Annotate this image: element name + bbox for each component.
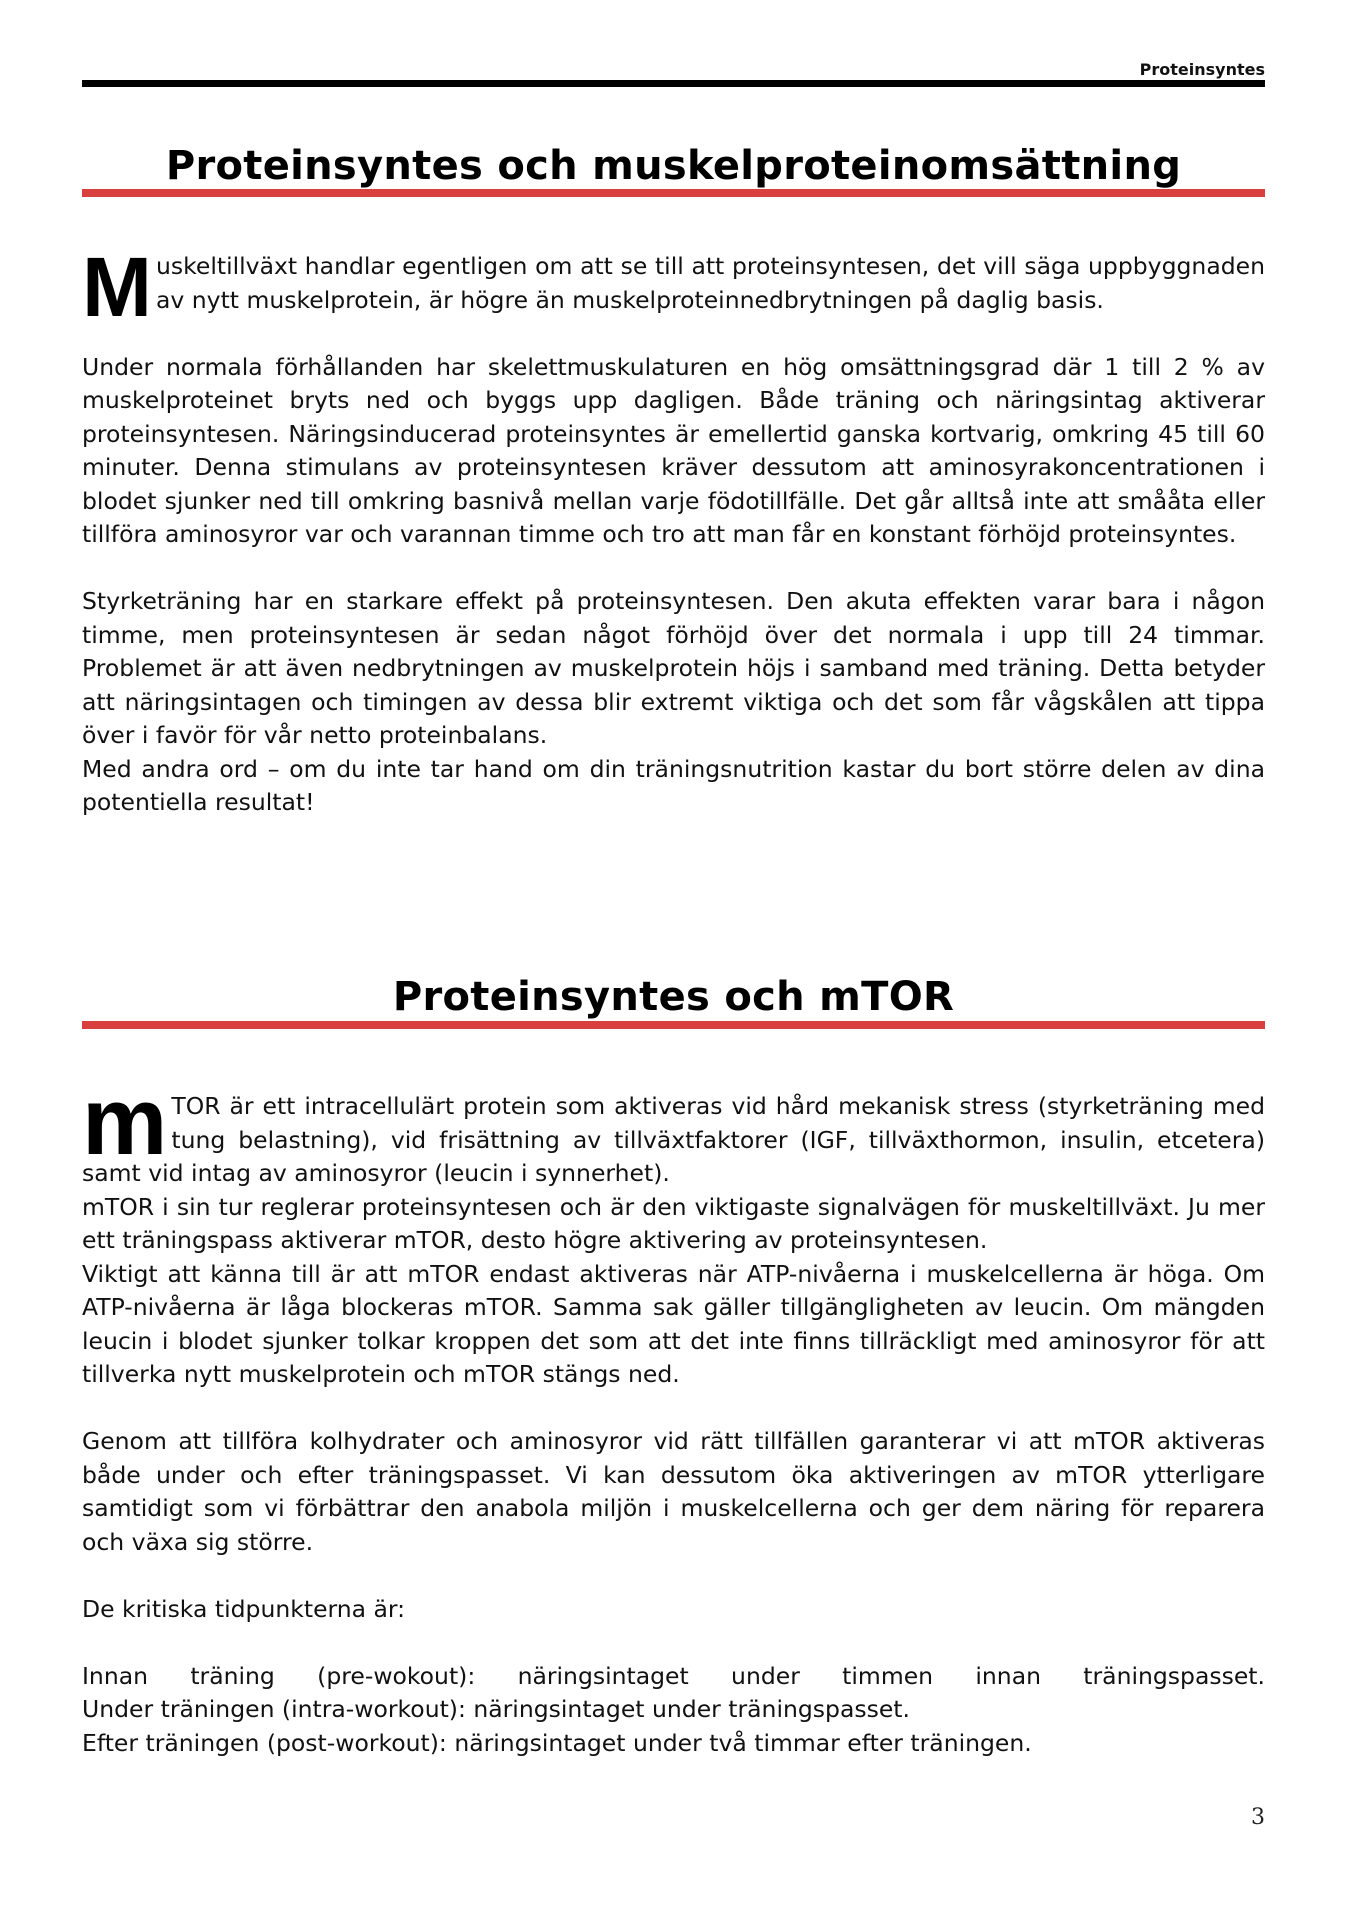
paragraph: Med andra ord – om du inte tar hand om din träningsnutrition kastar du bort större delen av dina potentiella resultat! [82, 754, 1265, 816]
paragraph: mTOR i sin tur reglerar proteinsyntesen och är den viktigaste signalvägen för muskeltillväxt. Ju mer ett träningspass aktiverar mTOR, desto högre aktivering av proteinsyntesen. [82, 1192, 1265, 1254]
drop-cap: m [82, 1068, 168, 1175]
drop-cap: M [82, 240, 152, 334]
timepoints-list [82, 1660, 1265, 1761]
section-rule-2 [82, 1021, 1265, 1029]
intro-paragraph-1 [82, 240, 1265, 334]
paragraph: Under normala förhållanden har skelettmuskulaturen en hög omsättningsgrad där 1 till 2 % av muskelproteinet bryts ned och byggs upp dagligen. Både träning och näringsintag aktiverar proteinsyntesen. Näringsinducerad proteinsyntes är emellertid ganska kortvarig, omkring 45 till 60 minuter. Denna stimulans av proteinsyntesen kräver dessutom att aminosyrakoncentrationen i blodet sjunker ned till omkring basnivå mellan varje födotillfälle. Det går alltså inte att smååta eller tillföra aminosyror var och varannan timme och tro att man får en konstant förhöjd proteinsyntes. [82, 352, 1265, 548]
section-rule-1 [82, 189, 1265, 197]
section-title-2: Proteinsyntes och mTOR [392, 974, 955, 1020]
timepoint-pre-workout: Innan träning (pre-wokout): näringsintaget under timmen innan träningspasset. [82, 1661, 1265, 1690]
paragraph: Styrketräning har en starkare effekt på proteinsyntesen. Den akuta effekten varar bara i någon timme, men proteinsyntesen är sedan något förhöjd över det normala i upp till 24 timmar. Problemet är att även nedbrytningen av muskelprotein höjs i samband med träning. Detta betyder att näringsintagen och timingen av dessa blir extremt viktiga och det som får vågskålen att tippa över i favör för vår netto proteinbalans. [82, 587, 1265, 749]
paragraph: De kritiska tidpunkterna är: [82, 1594, 406, 1623]
section-1-body [82, 240, 1265, 820]
section-title-1: Proteinsyntes och muskelproteinomsättning [165, 143, 1182, 189]
intro-text: TOR är ett intracellulärt protein som aktiveras vid hård mekanisk stress (styrketräning med tung belastning), vid frisättning av tillväxtfaktorer (IGF, tillväxthormon, insulin, etcetera) samt vid intag av aminosyror (leucin i synnerhet). [82, 1092, 1265, 1187]
document-page [82, 0, 1265, 1920]
section-2-body [82, 1068, 1265, 1760]
timepoint-post-workout: Efter träningen (post-workout): näringsintaget under två timmar efter träningen. [82, 1728, 1032, 1757]
paragraph: Genom att tillföra kolhydrater och aminosyror vid rätt tillfällen garanterar vi att mTOR aktiveras både under och efter träningspasset. Vi kan dessutom öka aktiveringen av mTOR ytterligare samtidigt som vi förbättrar den anabola miljön i muskelcellerna och ger dem näring för reparera och växa sig större. [82, 1427, 1265, 1556]
paragraph: Viktigt att känna till är att mTOR endast aktiveras när ATP-nivåerna i muskelcellerna är höga. Om ATP-nivåerna är låga blockeras mTOR. Samma sak gäller tillgängligheten av leucin. Om mängden leucin i blodet sjunker tolkar kroppen det som att det inte finns tillräckligt med aminosyror för att tillverka nytt muskelprotein och mTOR stängs ned. [82, 1259, 1265, 1388]
page-number: 3 [1251, 1805, 1265, 1830]
intro-paragraph-2 [82, 1068, 1265, 1191]
timepoint-intra-workout: Under träningen (intra-workout): näringsintaget under träningspasset. [82, 1695, 910, 1723]
intro-text: uskeltillväxt handlar egentligen om att se till att proteinsyntesen, det vill säga uppbyggnaden av nytt muskelprotein, är högre än muskelproteinnedbrytningen på daglig basis. [155, 252, 1265, 314]
header-rule [82, 80, 1265, 87]
running-header: Proteinsyntes [1139, 60, 1265, 79]
